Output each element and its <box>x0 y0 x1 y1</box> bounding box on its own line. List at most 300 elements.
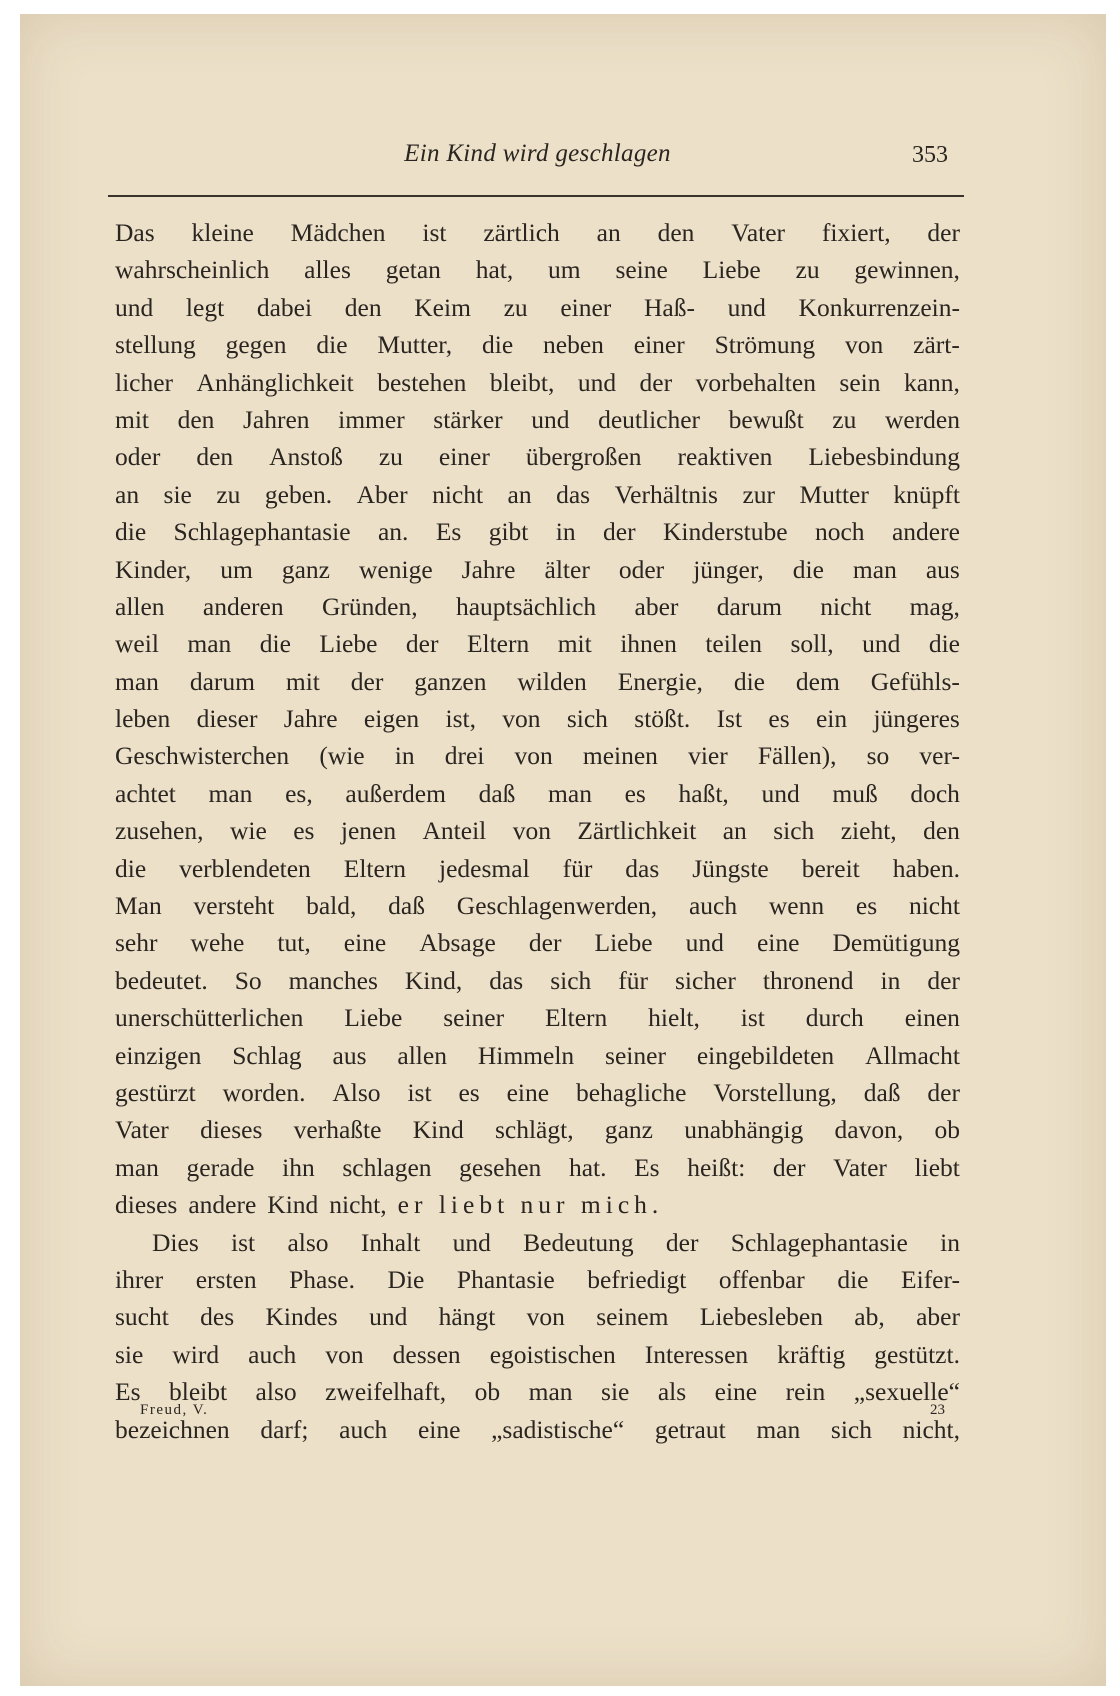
word: Jüngste <box>692 853 769 883</box>
word: getraut <box>654 1414 726 1444</box>
word: Absage <box>419 928 496 958</box>
word: offenbar <box>718 1264 805 1294</box>
word: ersten <box>195 1264 257 1294</box>
text-line <box>115 962 960 999</box>
word: dabei <box>256 292 313 322</box>
word: ist <box>407 1077 432 1107</box>
word: bleibt <box>168 1377 228 1407</box>
word: eigen <box>363 704 420 734</box>
word: es, <box>285 778 313 808</box>
word: älter <box>544 554 590 584</box>
word: und <box>531 404 570 434</box>
word: Schlag <box>232 1040 302 1070</box>
word: Allmacht <box>865 1040 960 1070</box>
word: mag, <box>909 591 960 621</box>
word: Haß- <box>643 292 695 322</box>
word: man <box>208 778 253 808</box>
sheet-number: 23 <box>930 1402 945 1418</box>
word: Liebesbindung <box>808 442 960 472</box>
word: Bedeutung <box>523 1227 634 1257</box>
text-line <box>115 775 960 812</box>
word: getan <box>385 255 441 285</box>
word: geben. <box>264 479 333 509</box>
word: wie <box>229 816 267 846</box>
word: allen <box>115 591 165 621</box>
word: also <box>255 1377 297 1407</box>
word: in <box>940 1227 960 1257</box>
word: sich <box>550 965 592 995</box>
word: an <box>596 218 621 247</box>
word: liebt <box>914 1152 960 1182</box>
word: ihn <box>282 1152 315 1182</box>
word: Gefühls- <box>870 666 960 696</box>
word: darf; <box>260 1414 309 1444</box>
word: andere <box>891 517 960 547</box>
word: Eifer- <box>901 1264 960 1294</box>
word: Vater <box>731 218 786 247</box>
body-text <box>115 214 960 1448</box>
word: knüpft <box>893 479 960 509</box>
word: bestehen <box>377 367 467 397</box>
word: Vater <box>833 1152 887 1182</box>
word: Kinderstube <box>662 517 788 547</box>
word: haben. <box>892 853 960 883</box>
word: Mutter, <box>377 330 453 360</box>
word: kann, <box>903 367 960 397</box>
text-line <box>115 737 960 774</box>
word: zu <box>832 404 857 434</box>
word: hat. <box>568 1152 607 1182</box>
word: gewinnen, <box>854 255 960 285</box>
word: auch <box>339 1414 388 1444</box>
word: also <box>287 1227 329 1257</box>
word: Anteil <box>422 816 487 846</box>
word: als <box>657 1377 687 1407</box>
text-line <box>115 401 960 438</box>
word: und <box>727 292 766 322</box>
word: gesehen <box>459 1152 542 1182</box>
running-title: Ein Kind wird geschlagen <box>404 140 671 167</box>
word: alles <box>304 255 351 285</box>
word: Fällen), <box>757 741 837 771</box>
word: darum <box>189 666 255 696</box>
word: eine <box>756 928 800 958</box>
word: Liebe <box>702 255 761 285</box>
text-line <box>115 700 960 737</box>
word: eine <box>417 1414 461 1444</box>
word: ist <box>740 1003 765 1033</box>
footer <box>115 1402 960 1432</box>
word: neben <box>543 330 604 360</box>
word: den <box>923 816 960 846</box>
word: deutlicher <box>598 404 701 434</box>
running-head <box>115 136 960 176</box>
word: sie <box>601 1377 630 1407</box>
emphasized-text: er liebt nur mich. <box>397 1190 664 1220</box>
text-line <box>115 438 960 475</box>
word: darum <box>716 591 782 621</box>
word: ihnen <box>620 629 677 659</box>
word: um <box>220 554 253 584</box>
word: übergroßen <box>525 442 642 472</box>
word: wahrscheinlich <box>115 255 270 285</box>
word: schlägt, <box>494 1115 574 1145</box>
word: gibt <box>488 517 529 547</box>
word: gerade <box>186 1152 255 1182</box>
word: und <box>369 1302 408 1332</box>
word: von <box>514 741 553 771</box>
word: thronend <box>762 965 854 995</box>
word: Schlagephantasie <box>173 517 351 547</box>
word: legt <box>185 292 225 322</box>
word: stärker <box>433 404 503 434</box>
word: aus <box>332 1040 367 1070</box>
word: die <box>115 517 147 547</box>
word: Es <box>115 1377 141 1407</box>
word: von <box>512 816 551 846</box>
word: aber <box>634 591 679 621</box>
word: Energie, <box>617 666 703 696</box>
word: licher <box>115 367 174 397</box>
word: worden. <box>222 1077 306 1107</box>
word: nicht <box>820 591 872 621</box>
word: die <box>733 666 765 696</box>
text-line <box>115 850 960 887</box>
word: Man <box>115 891 162 921</box>
word: des <box>200 1302 235 1332</box>
word: daß <box>388 891 425 921</box>
word: anderen <box>202 591 284 621</box>
word: man <box>756 1414 801 1444</box>
word: Gründen, <box>321 591 418 621</box>
word: nicht <box>432 479 484 509</box>
word: der <box>927 218 960 247</box>
word: Keim <box>414 292 471 322</box>
word: und <box>115 292 154 322</box>
word: immer <box>338 404 405 434</box>
word: hängt <box>438 1302 496 1332</box>
text-line <box>115 1224 960 1261</box>
word: rein <box>785 1377 826 1407</box>
word: haßt, <box>678 778 729 808</box>
word: Liebe <box>344 1003 403 1033</box>
text-line <box>115 924 960 961</box>
word: die <box>792 554 824 584</box>
word: soll, <box>790 629 834 659</box>
paragraph-1 <box>115 214 960 1186</box>
word: einer <box>438 442 490 472</box>
word: einen <box>904 1003 960 1033</box>
word: Interessen <box>644 1339 749 1369</box>
word: Die <box>387 1264 425 1294</box>
word: bezeichnen <box>115 1414 230 1444</box>
word: oder <box>115 442 161 472</box>
word: manches <box>288 965 378 995</box>
word: nicht <box>908 891 960 921</box>
word: und <box>577 367 617 397</box>
word: den <box>177 404 215 434</box>
text-line-last <box>115 1186 960 1223</box>
text-line <box>115 1037 960 1074</box>
word: an. <box>377 517 409 547</box>
word: Eltern <box>466 629 530 659</box>
word: schlagen <box>342 1152 432 1182</box>
word: ganz <box>604 1115 653 1145</box>
word: sich <box>773 816 815 846</box>
word: vorbehalten <box>695 367 816 397</box>
word: (wie <box>319 741 365 771</box>
word: sie <box>163 479 192 509</box>
word: So <box>234 965 262 995</box>
word: und <box>862 629 901 659</box>
word: der <box>927 965 960 995</box>
word: Kinder, <box>115 554 192 584</box>
word: „sexuelle“ <box>853 1377 960 1407</box>
word: eingebildeten <box>696 1040 835 1070</box>
word: noch <box>814 517 865 547</box>
word: sehr <box>115 928 158 958</box>
word: ab, <box>854 1302 885 1332</box>
word: kräftig <box>777 1339 846 1369</box>
word: der <box>639 367 673 397</box>
word: leben <box>115 704 171 734</box>
word: von <box>526 1302 565 1332</box>
word: man <box>115 1152 159 1182</box>
word: die <box>928 629 960 659</box>
word: sie <box>115 1339 144 1369</box>
word: Es <box>634 1152 660 1182</box>
word: zweifelhaft, <box>325 1377 447 1407</box>
word: in <box>394 741 415 771</box>
word: zu <box>503 292 528 322</box>
word: den <box>657 218 695 247</box>
word: stößt. <box>634 704 691 734</box>
word: außerdem <box>345 778 446 808</box>
word: der <box>665 1227 699 1257</box>
word: durch <box>805 1003 864 1033</box>
text-line <box>115 513 960 550</box>
word: drei <box>444 741 485 771</box>
word: ver- <box>919 741 960 771</box>
text-line <box>115 1261 960 1298</box>
word: gestützt. <box>874 1339 960 1369</box>
word: stellung <box>115 330 196 360</box>
word: mit <box>557 629 592 659</box>
word: jüngeres <box>873 704 960 734</box>
word: ganz <box>281 554 330 584</box>
word: zur <box>742 479 775 509</box>
word: unabhängig <box>684 1115 804 1145</box>
word: jedesmal <box>439 853 530 883</box>
word: eine <box>506 1077 550 1107</box>
word: Strömung <box>714 330 816 360</box>
word: wird <box>172 1339 220 1369</box>
word: wenige <box>359 554 433 584</box>
word: Liebe <box>594 928 653 958</box>
word: seiner <box>605 1040 666 1070</box>
word: hielt, <box>648 1003 700 1033</box>
word: man <box>115 666 159 696</box>
word: die <box>259 629 291 659</box>
word: Demütigung <box>832 928 960 958</box>
word: sein <box>839 367 881 397</box>
word: ist <box>231 1227 256 1257</box>
word: Liebesleben <box>699 1302 823 1332</box>
word: fixiert, <box>821 218 891 247</box>
word: und <box>452 1227 491 1257</box>
word: von <box>325 1339 364 1369</box>
word: man <box>528 1377 573 1407</box>
word: Kindes <box>265 1302 338 1332</box>
word: meinen <box>582 741 658 771</box>
word: den <box>196 442 234 472</box>
word: so <box>866 741 890 771</box>
word: um <box>548 255 581 285</box>
word: einer <box>633 330 685 360</box>
word: es <box>768 704 790 734</box>
word: Jahren <box>243 404 310 434</box>
word: von <box>502 704 541 734</box>
word: an <box>507 479 532 509</box>
text-line <box>115 1111 960 1148</box>
word: kleine <box>191 218 254 247</box>
word: es <box>624 778 646 808</box>
word: eine <box>343 928 387 958</box>
word: für <box>618 965 648 995</box>
text-line <box>115 289 960 326</box>
word: reaktiven <box>677 442 773 472</box>
word: einzigen <box>115 1040 202 1070</box>
word: bald, <box>306 891 357 921</box>
word: nicht, <box>902 1414 960 1444</box>
text-line <box>115 1074 960 1111</box>
word: ist <box>422 218 447 247</box>
word: Kind <box>267 1190 319 1220</box>
word: sucht <box>115 1302 169 1332</box>
word: Konkurrenzein- <box>798 292 960 322</box>
word: muß <box>832 778 878 808</box>
word: der <box>350 666 384 696</box>
word: aber <box>916 1302 960 1332</box>
word: Also <box>332 1077 381 1107</box>
text-line <box>115 251 960 288</box>
scanned-page <box>20 14 1106 1686</box>
word: sich <box>830 1414 872 1444</box>
word: auch <box>248 1339 297 1369</box>
word: zärtlich <box>483 218 560 247</box>
word: gegen <box>225 330 287 360</box>
word: in <box>555 517 576 547</box>
word: werden <box>884 404 960 434</box>
word: davon, <box>834 1115 904 1145</box>
text-line <box>115 999 960 1036</box>
word: dieser <box>196 704 258 734</box>
word: die <box>316 330 348 360</box>
word: das <box>556 479 591 509</box>
word: es <box>458 1077 480 1107</box>
word: Kind <box>412 1115 464 1145</box>
word: der <box>405 629 439 659</box>
word: befriedigt <box>587 1264 687 1294</box>
word: der <box>603 517 636 547</box>
word: seiner <box>443 1003 505 1033</box>
word: mit <box>115 404 150 434</box>
word: Jahre <box>461 554 516 584</box>
word: Vater <box>115 1115 169 1145</box>
word: andere <box>188 1190 257 1220</box>
text-line <box>115 812 960 849</box>
word: ganzen <box>414 666 487 696</box>
word: an <box>115 479 140 509</box>
word: ist, <box>445 704 476 734</box>
word: Zärtlichkeit <box>577 816 697 846</box>
word: für <box>562 853 593 883</box>
word: es <box>855 891 878 921</box>
text-line <box>115 663 960 700</box>
word: doch <box>910 778 960 808</box>
word: bleibt, <box>489 367 555 397</box>
header-rule <box>108 195 964 197</box>
word: seine <box>615 255 668 285</box>
word: wilden <box>517 666 587 696</box>
word: ob <box>934 1115 960 1145</box>
word: in <box>880 965 901 995</box>
word: aus <box>925 554 960 584</box>
word: dem <box>795 666 840 696</box>
word: die <box>482 330 514 360</box>
word: und <box>685 928 724 958</box>
word: es <box>293 816 315 846</box>
word: auch <box>688 891 738 921</box>
text-line <box>115 625 960 662</box>
word: vier <box>688 741 728 771</box>
text-line <box>115 364 960 401</box>
word: heißt: <box>687 1152 746 1182</box>
word: teilen <box>705 629 762 659</box>
word: Inhalt <box>360 1227 421 1257</box>
word: der <box>528 928 562 958</box>
word: gestürzt <box>115 1077 196 1107</box>
word: Anhänglichkeit <box>196 367 354 397</box>
text-line <box>115 887 960 924</box>
text-line <box>115 1298 960 1335</box>
text-line <box>115 326 960 363</box>
word: man <box>548 778 592 808</box>
word: tut, <box>277 928 311 958</box>
word: an <box>722 816 747 846</box>
word: egoistischen <box>489 1339 616 1369</box>
word: ihrer <box>115 1264 164 1294</box>
word: verhaßte <box>293 1115 382 1145</box>
text-line <box>115 551 960 588</box>
word: wenn <box>768 891 825 921</box>
word: Phantasie <box>456 1264 555 1294</box>
word: Eltern <box>343 853 407 883</box>
word: das <box>489 965 524 995</box>
word: zieht, <box>840 816 897 846</box>
word: eine <box>714 1377 758 1407</box>
word: das <box>625 853 660 883</box>
text-line <box>115 214 960 251</box>
word: achtet <box>115 778 176 808</box>
word: verblendeten <box>179 853 311 883</box>
word: Liebe <box>319 629 378 659</box>
word: daß <box>863 1077 901 1107</box>
text-line <box>115 476 960 513</box>
word: nicht, <box>329 1190 387 1220</box>
word: die <box>837 1264 869 1294</box>
word: der <box>927 1077 960 1107</box>
